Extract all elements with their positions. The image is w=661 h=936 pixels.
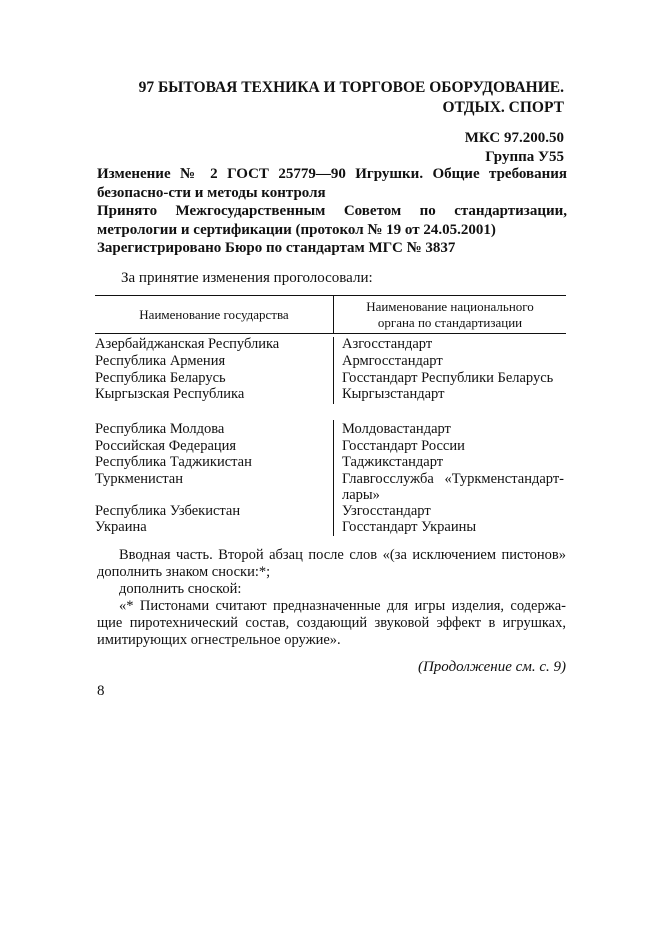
table-header-rule <box>95 333 566 334</box>
table-row-body: Госстандарт Республики Беларусь <box>342 370 554 386</box>
table-top-rule <box>95 295 566 296</box>
table-row-state: Республика Молдова <box>95 421 225 437</box>
section-heading-line1: 97 БЫТОВАЯ ТЕХНИКА И ТОРГОВОЕ ОБОРУДОВАНИЕ. <box>138 79 564 96</box>
column-header-body-line1: Наименование национального <box>366 299 534 314</box>
table-row-body: Госстандарт Украины <box>342 519 477 535</box>
table-row-state: Республика Беларусь <box>95 370 226 386</box>
page-number: 8 <box>97 683 105 699</box>
table-row-state: Азербайджанская Республика <box>95 336 280 352</box>
vote-intro: За принятие изменения проголосовали: <box>121 270 373 286</box>
table-row-body: Таджикстандарт <box>342 454 444 470</box>
table-row-state: Республика Узбекистан <box>95 503 241 519</box>
section-heading-line2: ОТДЫХ. СПОРТ <box>442 99 564 116</box>
table-row-state: Республика Таджикистан <box>95 454 252 470</box>
table-row-body: Узгосстандарт <box>342 503 431 519</box>
table-row-body: Армгосстандарт <box>342 353 443 369</box>
mks-code: МКС 97.200.50 <box>464 130 564 146</box>
group-code: Группа У55 <box>485 149 564 165</box>
table-row-state: Российская Федерация <box>95 438 237 454</box>
table-row-body: Молдовастандарт <box>342 421 451 437</box>
registration-statement: Зарегистрировано Бюро по стандартам МГС № 3837 <box>97 240 456 256</box>
table-divider-lower <box>333 420 334 536</box>
table-row-body-continued: лары» <box>342 487 380 503</box>
table-row-state: Кыргызская Республика <box>95 386 245 402</box>
table-divider-upper <box>333 337 334 404</box>
footnote-text: «* Пистонами считают предназначенные для игры изделия, содержа-щие пиротехнический состав, создающий звуковой эффект в игрушках, имитирующих огнестрельное оружие». <box>97 598 566 648</box>
table-row-body: Кыргызстандарт <box>342 386 445 402</box>
table-row-body: Госстандарт России <box>342 438 465 454</box>
table-row-state: Украина <box>95 519 147 535</box>
column-header-body-line2: органа по стандартизации <box>377 315 523 330</box>
adopted-statement: Принято Межгосударственным Советом по стандартизации, метрологии и сертификации (протокол № 19 от 24.05.2001) <box>97 203 567 238</box>
table-row-body: Азгосстандарт <box>342 336 433 352</box>
continuation-note: (Продолжение см. с. 9) <box>417 659 566 675</box>
amendment-paragraph-2: дополнить сноской: <box>119 581 242 597</box>
table-row-body: Главгосслужба «Туркменстандарт- <box>342 471 564 487</box>
amendment-title: Изменение № 2 ГОСТ 25779—90 Игрушки. Общие требования безопасно-сти и методы контроля <box>97 166 567 201</box>
table-row-state: Республика Армения <box>95 353 226 369</box>
table-row-state: Туркменистан <box>95 471 183 487</box>
column-header-state: Наименование государства <box>139 307 289 322</box>
amendment-paragraph-1: Вводная часть. Второй абзац после слов «(за исключением пистонов» дополнить знаком сноски:*; <box>97 547 566 580</box>
